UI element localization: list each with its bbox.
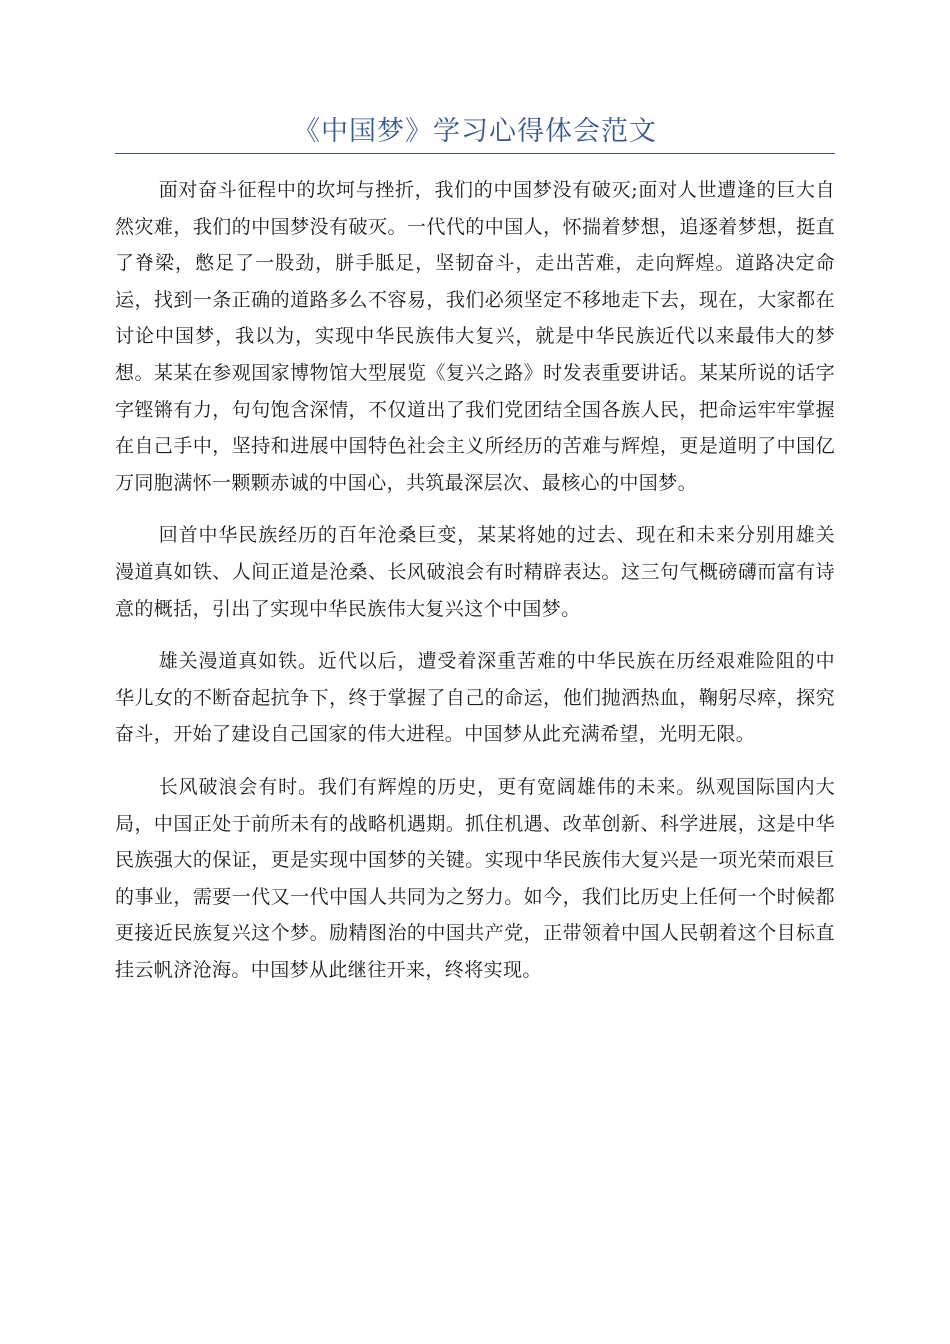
document-body: [115, 172, 835, 1004]
paragraph-2: 回首中华民族经历的百年沧桑巨变，某某将她的过去、现在和未来分别用雄关漫道真如铁、人间正道是沧桑、长风破浪会有时精辟表达。这三句气概磅礴而富有诗意的概括，引出了实现中华民族伟大复兴这个中国梦。: [115, 524, 835, 620]
paragraph-1: 面对奋斗征程中的坎坷与挫折，我们的中国梦没有破灭;面对人世遭逢的巨大自然灾难，我们的中国梦没有破灭。一代代的中国人，怀揣着梦想，追逐着梦想，挺直了脊梁，憋足了一股劲，胼手胝足，坚韧奋斗，走出苦难，走向辉煌。道路决定命运，找到一条正确的道路多么不容易，我们必须坚定不移地走下去，现在，大家都在讨论中国梦，我以为，实现中华民族伟大复兴，就是中华民族近代以来最伟大的梦想。某某在参观国家博物馆大型展览《复兴之路》时发表重要讲话。某某所说的话字字铿锵有力，句句饱含深情，不仅道出了我们党团结全国各族人民，把命运牢牢掌握在自己手中，坚持和进展中国特色社会主义所经历的苦难与辉煌，更是道明了中国亿万同胞满怀一颗颗赤诚的中国心，共筑最深层次、最核心的中国梦。: [115, 179, 835, 494]
paragraph-4: 长风破浪会有时。我们有辉煌的历史，更有宽阔雄伟的未来。纵观国际国内大局，中国正处于前所未有的战略机遇期。抓住机遇、改革创新、科学进展，这是中华民族强大的保证，更是实现中国梦的关键。实现中华民族伟大复兴是一项光荣而艰巨的事业，需要一代又一代中国人共同为之努力。如今，我们比历史上任何一个时候都更接近民族复兴这个梦。励精图治的中国共产党，正带领着中国人民朝着这个目标直挂云帆济沧海。中国梦从此继往开来，终将实现。: [115, 775, 835, 981]
title-underline: [115, 153, 835, 154]
paragraph-3: 雄关漫道真如铁。近代以后，遭受着深重苦难的中华民族在历经艰难险阻的中华儿女的不断奋起抗争下，终于掌握了自己的命运，他们抛洒热血，鞠躬尽瘁，探究奋斗，开始了建设自己国家的伟大进程。中国梦从此充满希望，光明无限。: [115, 650, 835, 746]
document-title: 《中国梦》学习心得体会范文: [293, 116, 657, 147]
